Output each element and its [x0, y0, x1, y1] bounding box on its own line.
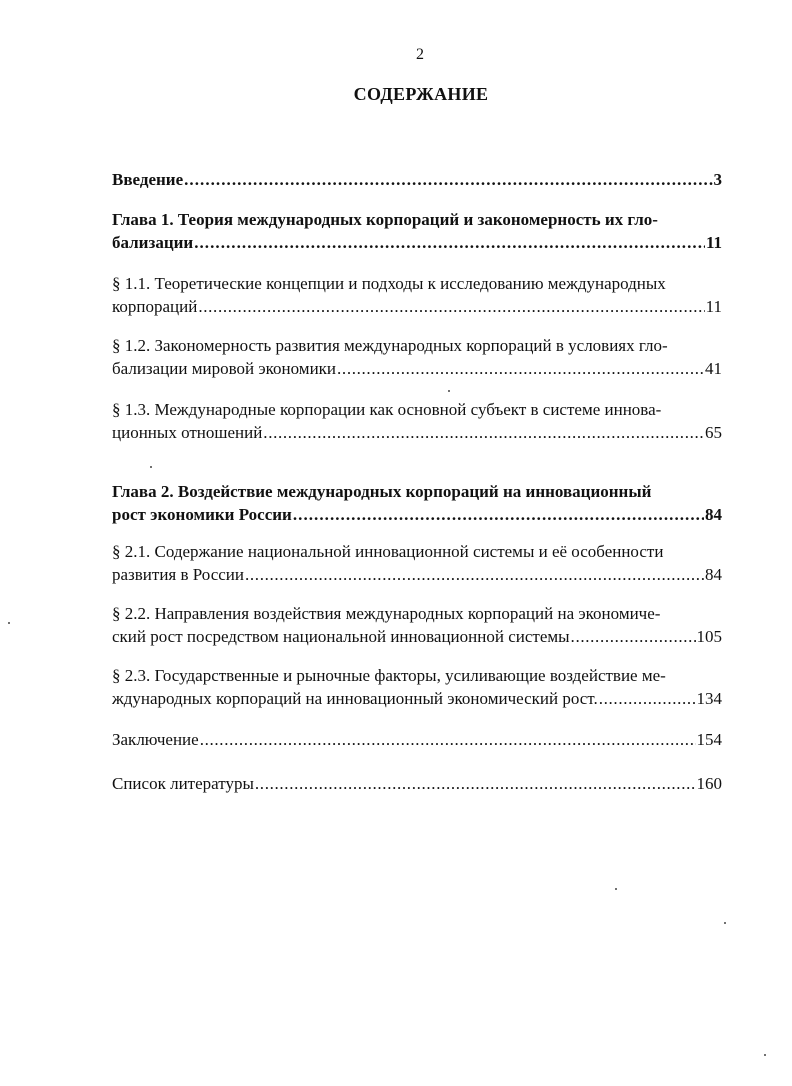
toc-entry-chapter-1 — [112, 208, 722, 254]
leader-dots — [255, 772, 696, 795]
scan-speck — [150, 466, 152, 468]
toc-entry-section-2-2 — [112, 602, 722, 648]
toc-entry-page: 154 — [696, 730, 722, 749]
leader-dots — [337, 357, 704, 380]
leader-dots — [599, 687, 696, 710]
toc-entry-chapter-2 — [112, 480, 722, 526]
toc-entry-section-2-3 — [112, 664, 722, 710]
toc-entry-label: Заключение — [112, 730, 199, 749]
toc-entry-section-1-1 — [112, 272, 722, 318]
scan-speck — [8, 622, 10, 624]
toc-entry-title-line: Глава 2. Воздействие международных корпораций на инновационный — [112, 482, 652, 501]
leader-dots — [263, 421, 704, 444]
toc-entry-page: 41 — [705, 359, 722, 378]
toc-entry-page: 84 — [705, 505, 722, 524]
toc-entry-label: ционных отношений — [112, 423, 263, 442]
toc-entry-page: 3 — [713, 170, 722, 189]
toc-entry-title-line: § 2.1. Содержание национальной инновационной системы и её особенности — [112, 542, 664, 561]
leader-dots — [293, 503, 704, 526]
toc-entry-page: 11 — [705, 297, 722, 316]
leader-dots — [198, 295, 704, 318]
toc-entry-title-line: § 1.3. Международные корпорации как основной субъект в системе иннова- — [112, 400, 662, 419]
toc-entry-label: Введение — [112, 170, 184, 189]
scan-speck — [764, 1054, 766, 1056]
toc-entry-label: ский рост посредством национальной инновационной системы — [112, 627, 570, 646]
toc-entry-title-line: § 2.3. Государственные и рыночные факторы, усиливающие воздействие ме- — [112, 666, 666, 685]
toc-entry-page: 105 — [696, 627, 722, 646]
toc-entry-page: 65 — [705, 423, 722, 442]
toc-entry-references — [112, 772, 722, 795]
toc-entry-section-1-3 — [112, 398, 722, 444]
toc-entry-title-line: Глава 1. Теория международных корпораций и закономерность их гло- — [112, 210, 658, 229]
toc-entry-title-line: § 2.2. Направления воздействия международных корпораций на экономиче- — [112, 604, 661, 623]
scan-speck — [724, 922, 726, 924]
toc-entry-section-1-2 — [112, 334, 722, 380]
toc-entry-page: 84 — [705, 565, 722, 584]
toc-entry-intro — [112, 168, 722, 191]
scan-speck — [448, 390, 450, 392]
leader-dots — [184, 168, 712, 191]
toc-entry-page: 134 — [696, 689, 722, 708]
toc-entry-title-line: § 1.2. Закономерность развития международных корпораций в условиях гло- — [112, 336, 668, 355]
toc-entry-label: Список литературы — [112, 774, 254, 793]
toc-entry-page: 160 — [696, 774, 722, 793]
page-number: 2 — [416, 46, 424, 63]
toc-entry-conclusion — [112, 728, 722, 751]
toc-entry-label: бализации мировой экономики — [112, 359, 337, 378]
toc-entry-section-2-1 — [112, 540, 722, 586]
toc-entry-label: развития в России — [112, 565, 244, 584]
leader-dots — [194, 231, 705, 254]
toc-entry-label: ждународных корпораций на инновационный экономический рост. — [112, 689, 598, 708]
toc-entry-label: бализации — [112, 233, 194, 252]
toc-entry-label: корпораций — [112, 297, 198, 316]
leader-dots — [200, 728, 696, 751]
scan-speck — [615, 888, 617, 890]
page-title: СОДЕРЖАНИЕ — [353, 84, 489, 104]
leader-dots — [245, 563, 704, 586]
toc-entry-page: 11 — [705, 233, 722, 252]
toc-entry-title-line: § 1.1. Теоретические концепции и подходы к исследованию международных — [112, 274, 666, 293]
toc-entry-label: рост экономики России — [112, 505, 292, 524]
leader-dots — [571, 625, 696, 648]
